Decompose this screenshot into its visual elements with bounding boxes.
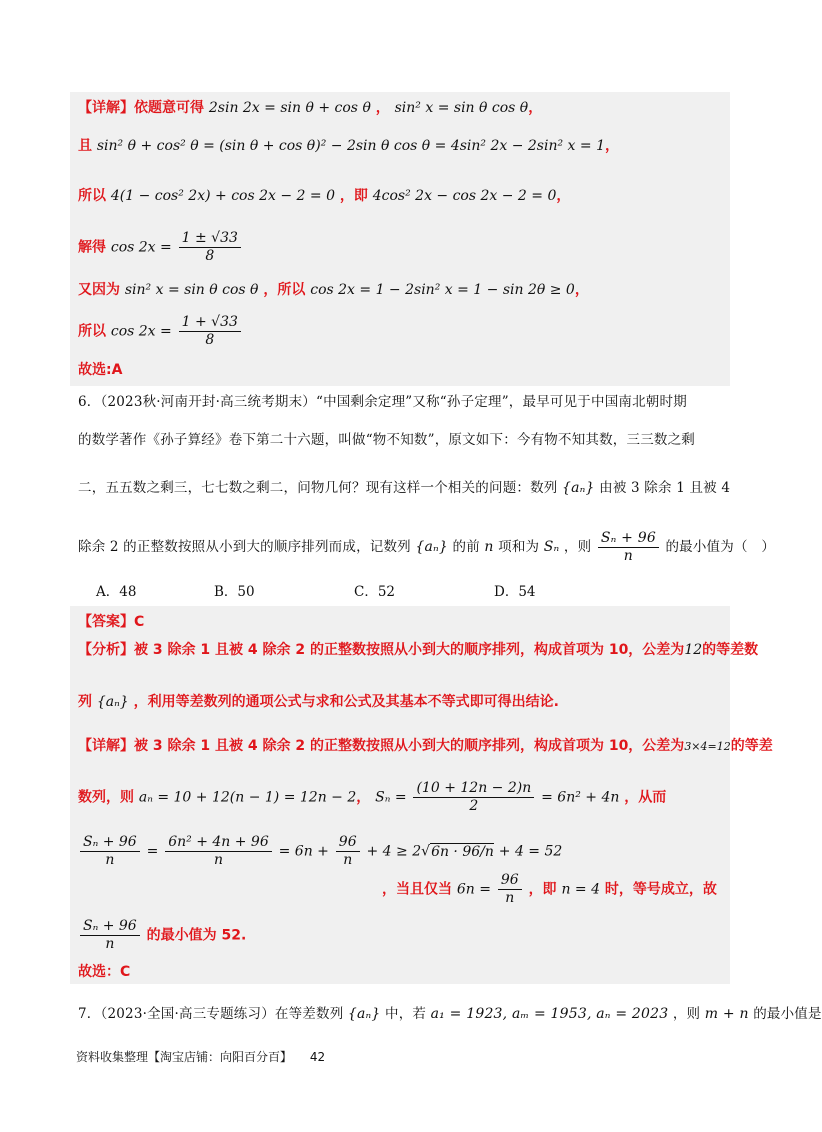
ans6-analysis-2: 列 {aₙ} ，利用等差数列的通项公式与求和公式及其基本不等式即可得出结论.: [78, 694, 559, 710]
q6-line-1: 6．（2023秋·河南开封·高三统考期末）“中国剩余定理”又称“孙子定理”，最早可见于中国南北朝时期: [78, 394, 687, 410]
fraction: $\frac{96}{n}$: [498, 872, 522, 907]
fraction: $\frac{1 \pm √33}{8}$: [179, 230, 241, 265]
q6-option-a[interactable]: A．48: [96, 584, 137, 600]
ans6-answer: 【答案】C: [78, 614, 145, 630]
q6-option-b[interactable]: B．50: [214, 584, 255, 600]
ans6-detail-4: $\frac{\text{Sₙ + 96}}{n}$ 的最小值为 52.: [78, 918, 740, 953]
prev-line-6: 所以 cos 2x = $\frac{1 + √33}{8}$: [78, 314, 740, 349]
footer-source: 资料收集整理【淘宝店铺：向阳百分百】: [76, 1050, 293, 1064]
ans6-detail-3b: ，当且仅当 6n = $\frac{96}{n}$ ，即 n = 4 时，等号成立，故: [382, 872, 717, 906]
q6-line-2: 的数学著作《孙子算经》卷下第二十六题，叫做“物不知数”，原文如下：今有物不知其数，三三数之剩: [78, 432, 696, 448]
prev-line-5: 又因为 sin² x = sin θ cos θ ，所以 cos 2x = 1 − 2sin² x = 1 − sin 2θ ≥ 0，: [78, 282, 589, 298]
fraction: $\frac{\text{Sₙ + 96}}{n}$: [598, 530, 659, 565]
ans6-analysis-1: 【分析】被 3 除余 1 且被 4 除余 2 的正整数按照从小到大的顺序排列，构成首项为 10，公差为12的等差数: [78, 642, 759, 658]
fraction: $\frac{1 + √33}{8}$: [179, 314, 241, 349]
fraction: $\frac{(10 + 12n - 2)n}{2}$: [413, 780, 534, 815]
q6-option-d[interactable]: D．54: [494, 584, 536, 600]
ans6-detail-1: 【详解】被 3 除余 1 且被 4 除余 2 的正整数按照从小到大的顺序排列，构成首项为 10，公差为3×4=12的等差: [78, 738, 773, 754]
q7-line-1: 7．（2023·全国·高三专题练习）在等差数列 {aₙ} 中，若 a₁ = 1923, aₘ = 1953, aₙ = 2023 ，则 m + n 的最小值是: [78, 1006, 822, 1022]
q6-option-c[interactable]: C．52: [354, 584, 396, 600]
fraction: $\frac{\text{Sₙ + 96}}{n}$: [80, 834, 140, 869]
page-number: 42: [309, 1050, 326, 1064]
prev-line-2: 且 sin² θ + cos² θ = (sin θ + cos θ)² − 2sin θ cos θ = 4sin² 2x − 2sin² x = 1，: [78, 138, 619, 154]
ans6-detail-3: $\frac{\text{Sₙ + 96}}{n}$ = $\frac{\text{6n² + 4n + 96}}{n}$ = 6n + $\frac{96}{n}$ + 4 ≥ 2√6n · 96/n + 4 = 52: [78, 834, 740, 869]
ans6-detail-2: 数列，则 aₙ = 10 + 12(n − 1) = 12n − 2， Sₙ = $\frac{(10 + 12n - 2)n}{2}$ = 6n² + 4n ，从而: [78, 780, 667, 814]
page-footer: [76, 1048, 339, 1065]
q6-line-3: 二，五五数之剩三，七七数之剩二，问物几何？现有这样一个相关的问题：数列 {aₙ} 由被 3 除余 1 且被 4: [78, 480, 731, 496]
ans6-choice: 故选：C: [78, 964, 131, 980]
fraction: $\frac{96}{n}$: [336, 834, 360, 869]
fraction: $\frac{\text{6n² + 4n + 96}}{n}$: [165, 834, 272, 869]
prev-choice: 故选:A: [78, 362, 123, 378]
prev-line-3: 所以 4(1 − cos² 2x) + cos 2x − 2 = 0 ，即 4cos² 2x − cos 2x − 2 = 0，: [78, 188, 571, 204]
q6-line-4: 除余 2 的正整数按照从小到大的顺序排列而成，记数列 {aₙ} 的前 n 项和为 Sₙ ，则 $\frac{\text{Sₙ + 96}}{n}$ 的最小值为（ ）: [78, 530, 776, 564]
fraction: $\frac{\text{Sₙ + 96}}{n}$: [80, 918, 140, 953]
prev-line-1: 【详解】依题意可得 2sin 2x = sin θ + cos θ ， sin² x = sin θ cos θ，: [78, 100, 543, 116]
prev-line-4: 解得 cos 2x = $\frac{1 \pm √33}{8}$: [78, 230, 740, 265]
